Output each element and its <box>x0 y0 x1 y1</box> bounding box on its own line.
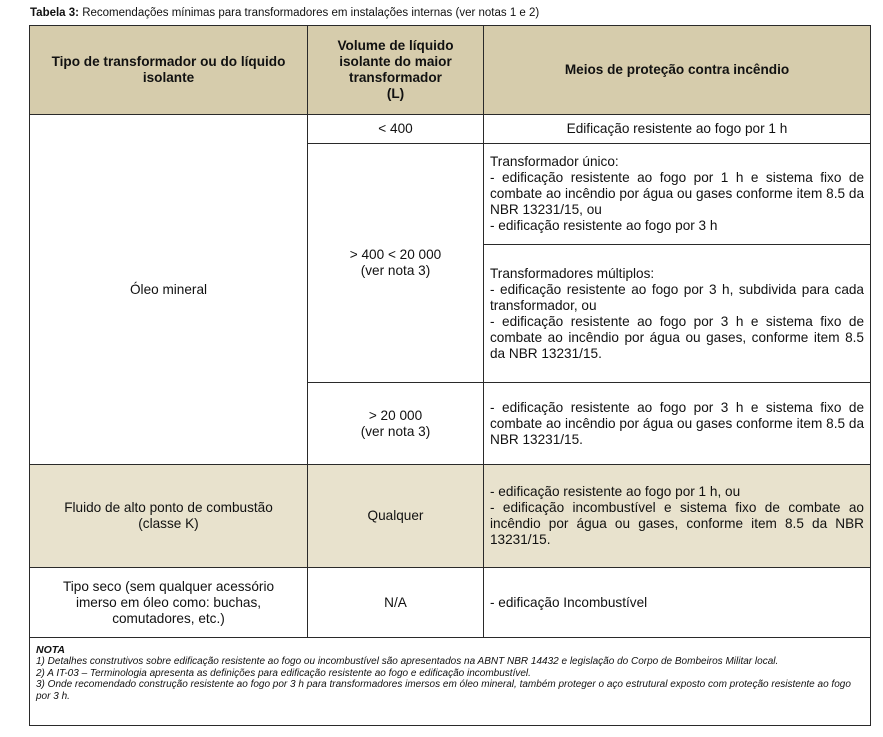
volume-line: > 20 000 <box>368 407 423 423</box>
table-row <box>30 568 871 638</box>
protection-title: Transformador único: <box>490 154 619 169</box>
recommendations-table <box>29 25 871 726</box>
note-item: 1) Detalhes construtivos sobre edificação resistente ao fogo ou incombustível são apresentados na ABNT NBR 14432 e legislação do Corpo de Bombeiros Militar local. <box>36 656 779 667</box>
cell-volume: N/A <box>308 568 484 638</box>
caption-text: Recomendações mínimas para transformadores em instalações internas (ver notas 1 e 2) <box>82 7 540 19</box>
protection-item: - edificação resistente ao fogo por 3 h <box>490 218 718 233</box>
table-caption <box>30 7 539 19</box>
header-row <box>30 26 871 115</box>
header-type: Tipo de transformador ou do líquido isolante <box>30 26 308 115</box>
table-row <box>30 465 871 568</box>
caption-label: Tabela 3: <box>30 7 79 19</box>
protection-item: - edificação resistente ao fogo por 1 h e sistema fixo de combate ao incêndio por água ou gases conforme item 8.5 da NBR 13231/15, ou <box>490 170 864 217</box>
header-volume-line: transformador <box>349 70 442 85</box>
protection-item: - edificação resistente ao fogo por 1 h, ou <box>490 484 741 499</box>
cell-protection: Edificação resistente ao fogo por 1 h <box>484 115 871 144</box>
note-item: 3) Onde recomendado construção resistente ao fogo por 3 h para transformadores imersos em óleo mineral, também proteger o aço estrutural exposto com proteção resistente ao fogo por 3 h. <box>36 679 851 702</box>
type-line: Fluido de alto ponto de combustão <box>64 500 273 515</box>
type-line: comutadores, etc.) <box>112 610 225 626</box>
protection-item: - edificação resistente ao fogo por 3 h, subdivida para cada transformador, ou <box>490 281 864 313</box>
note-item: 2) A IT-03 – Terminologia apresenta as definições para edificação resistente ao fogo e edificação incombustível. <box>36 667 531 679</box>
cell-protection: - edificação resistente ao fogo por 3 h e sistema fixo de combate ao incêndio por água ou gases conforme item 8.5 da NBR 13231/15. <box>484 383 871 465</box>
cell-volume: Qualquer <box>308 465 484 568</box>
header-protection: Meios de proteção contra incêndio <box>484 26 871 115</box>
header-volume-line: Volume de líquido <box>337 38 454 53</box>
cell-protection-multiple <box>484 245 871 383</box>
table-row <box>30 115 871 144</box>
cell-type-seco <box>30 568 308 638</box>
header-volume <box>308 26 484 115</box>
protection-title: Transformadores múltiplos: <box>490 265 655 281</box>
notes-title: NOTA <box>36 644 65 656</box>
protection-item: - edificação incombustível e sistema fixo de combate ao incêndio por água ou gases, conforme item 8.5 da NBR 13231/15. <box>490 500 864 547</box>
type-line: Tipo seco (sem qualquer acessório <box>62 578 275 594</box>
cell-volume <box>308 144 484 383</box>
volume-line: (ver nota 3) <box>360 423 431 439</box>
notes-cell <box>30 638 871 726</box>
cell-protection <box>484 465 871 568</box>
type-line: (classe K) <box>138 516 199 531</box>
notes-row <box>30 638 871 726</box>
cell-type-fluido <box>30 465 308 568</box>
volume-line: > 400 < 20 000 <box>349 247 442 262</box>
protection-item: - edificação resistente ao fogo por 3 h e sistema fixo de combate ao incêndio por água ou gases, conforme item 8.5 da NBR 13231/15. <box>490 313 864 361</box>
cell-protection: - edificação Incombustível <box>484 568 871 638</box>
type-line: imerso em óleo como: buchas, <box>75 594 262 610</box>
volume-line: (ver nota 3) <box>360 263 431 278</box>
header-volume-line: (L) <box>386 86 405 101</box>
cell-protection-single <box>484 144 871 245</box>
cell-volume: < 400 <box>308 115 484 144</box>
cell-volume <box>308 383 484 465</box>
cell-type-oleo: Óleo mineral <box>30 115 308 465</box>
header-volume-line: isolante do maior <box>339 54 452 69</box>
